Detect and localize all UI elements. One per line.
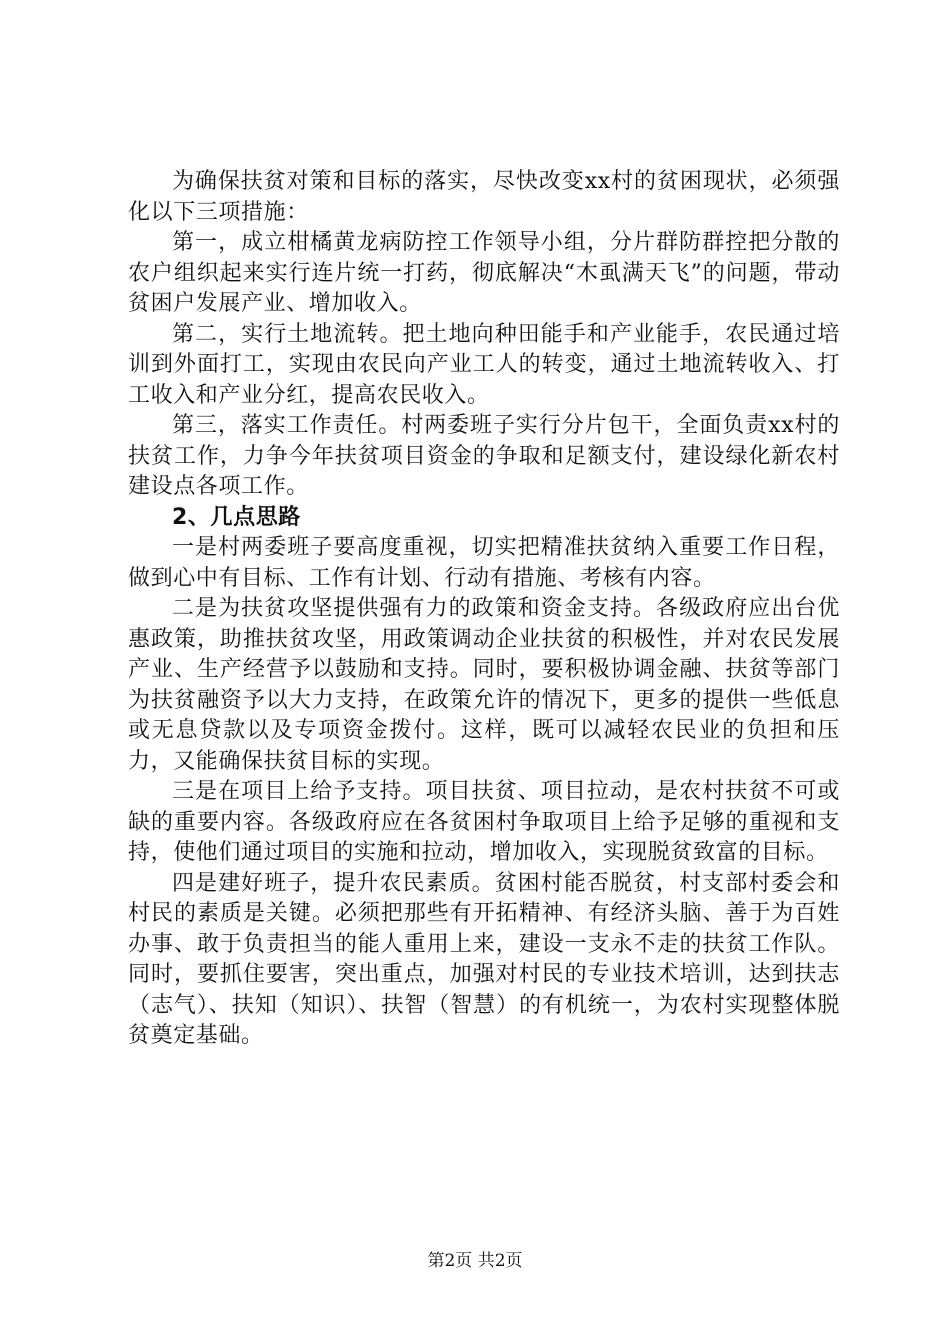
paragraph-measure-2: 第二，实行土地流转。把土地向种田能手和产业能手，农民通过培训到外面打工，实现由农民向产业工人的转变，通过土地流转收入、打工收入和产业分红，提高农民收入。: [128, 321, 840, 408]
paragraph-idea-1: 一是村两委班子要高度重视，切实把精准扶贫纳入重要工作日程，做到心中有目标、工作有计划、行动有措施、考核有内容。: [128, 535, 840, 591]
paragraph-idea-2: 二是为扶贫攻坚提供强有力的政策和资金支持。各级政府应出台优惠政策，助推扶贫攻坚，用政策调动企业扶贫的积极性，并对农民发展产业、生产经营予以鼓励和支持。同时，要积极协调金融、扶贫等部门为扶贫融资予以大力支持，在政策允许的情况下，更多的提供一些低息或无息贷款以及专项资金拨付。这样，既可以减轻农民业的负担和压力，又能确保扶贫目标的实现。: [128, 596, 840, 774]
paragraph-idea-3: 三是在项目上给予支持。项目扶贫、项目拉动，是农村扶贫不可或缺的重要内容。各级政府应在各贫困村争取项目上给予足够的重视和支持，使他们通过项目的实施和拉动，增加收入，实现脱贫致富的目标。: [128, 779, 840, 865]
page-number-label: 第2页 共2页: [427, 1251, 523, 1271]
section-heading: 2、几点思路: [172, 504, 301, 530]
page-footer: [0, 1246, 950, 1271]
paragraph-idea-4: 四是建好班子，提升农民素质。贫困村能否脱贫，村支部村委会和村民的素质是关键。必须把那些有开拓精神、有经济头脑、善于为百姓办事、敢于负责担当的能人重用上来，建设一支永不走的扶贫工作队。同时，要抓住要害，突出重点，加强对村民的专业技术培训，达到扶志（志气）、扶知（知识）、扶智（智慧）的有机统一，为农村实现整体脱贫奠定基础。: [128, 870, 840, 1048]
paragraph-intro: 为确保扶贫对策和目标的落实，尽快改变xx村的贫困现状，必须强化以下三项措施：: [128, 169, 840, 225]
paragraph-measure-3: 第三，落实工作责任。村两委班子实行分片包干，全面负责xx村的扶贫工作，力争今年扶贫项目资金的争取和足额支付，建设绿化新农村建设点各项工作。: [128, 413, 840, 499]
document-body: [128, 167, 840, 1052]
paragraph-measure-1: 第一，成立柑橘黄龙病防控工作领导小组，分片群防群控把分散的农户组织起来实行连片统一打药，彻底解决“木虱满天飞”的问题，带动贫困户发展产业、增加收入。: [128, 230, 840, 316]
